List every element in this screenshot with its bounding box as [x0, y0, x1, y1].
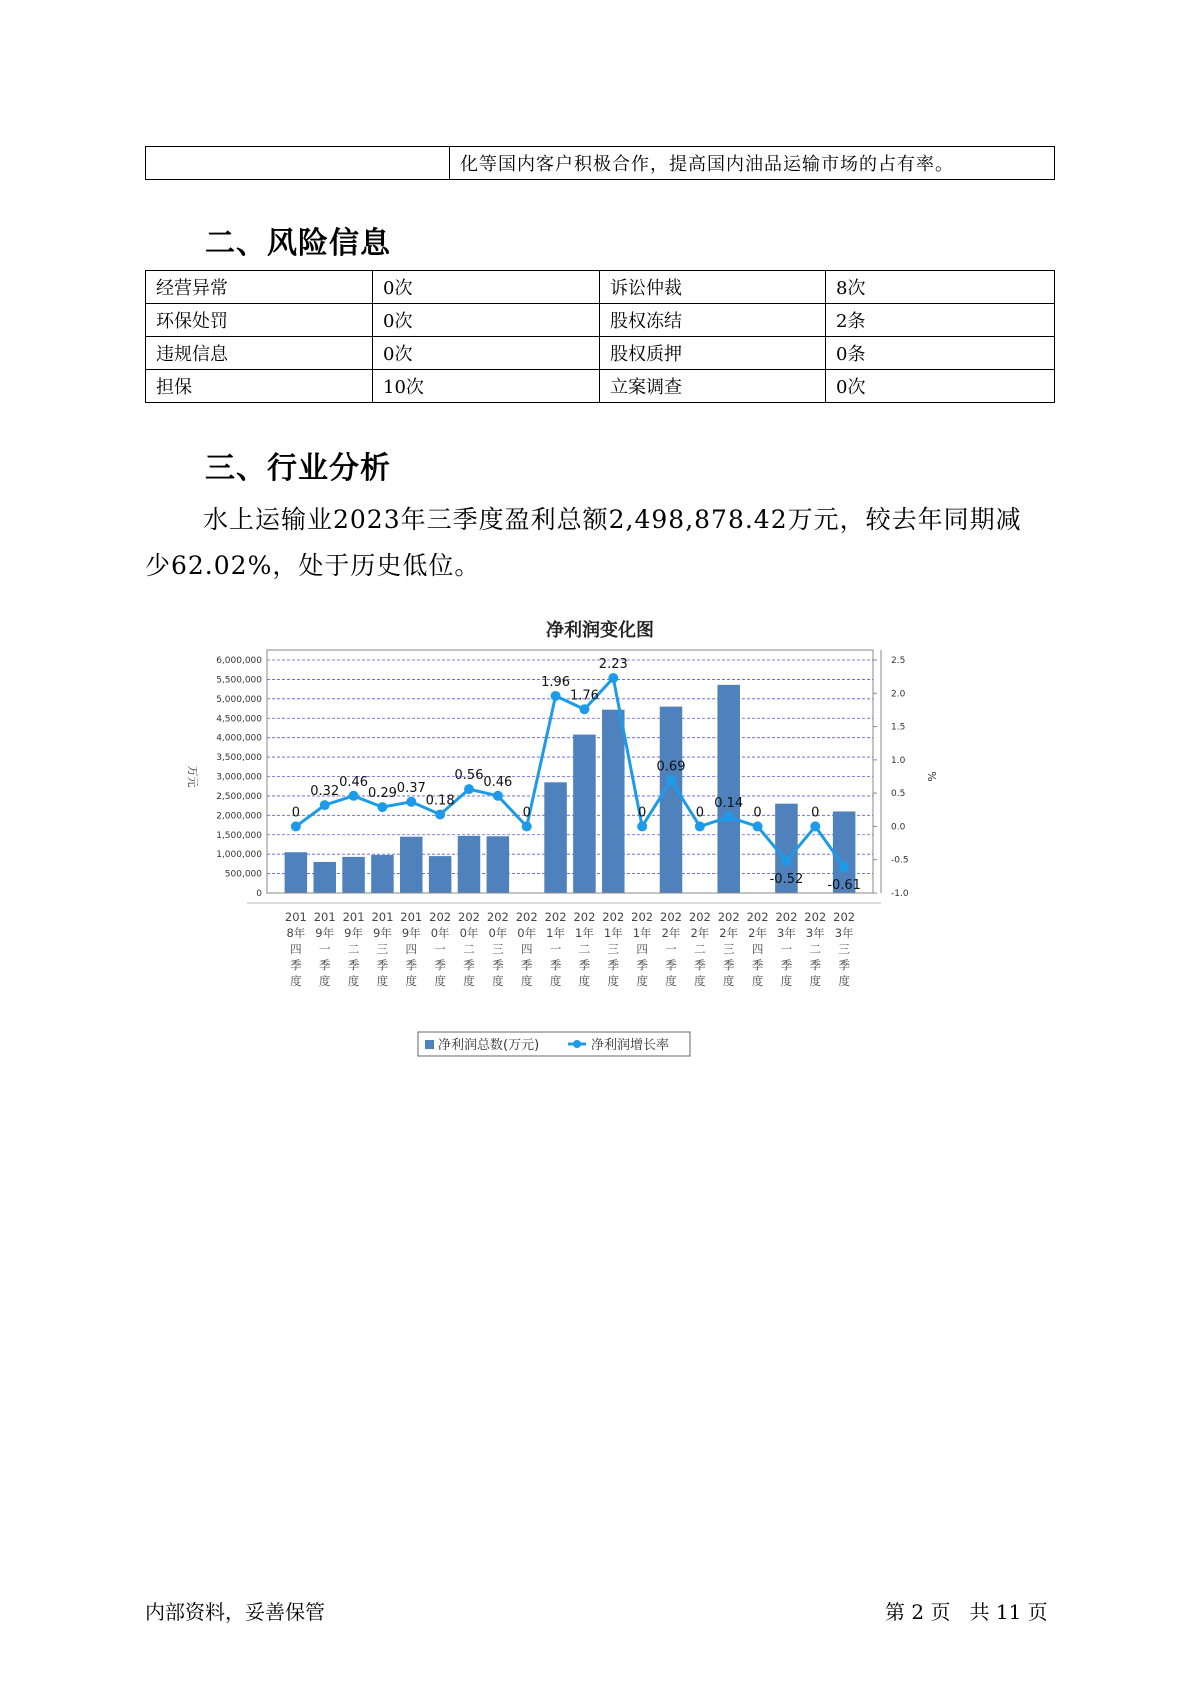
y2-tick-label: 1.5: [891, 722, 906, 733]
category-label: 季: [347, 958, 360, 972]
table-cell: 0次: [373, 304, 600, 337]
category-label: 202: [631, 910, 654, 924]
category-label: 1年: [546, 926, 565, 940]
category-label: 四: [751, 942, 764, 956]
category-label: 度: [722, 974, 735, 988]
y2-tick-label: -1.0: [891, 889, 909, 899]
category-label: 三: [722, 942, 735, 956]
category-label: 202: [544, 910, 567, 924]
category-label: 度: [318, 974, 331, 988]
growth-point: [781, 856, 791, 866]
category-label: 201: [313, 910, 336, 924]
data-label: -0.52: [769, 872, 804, 888]
growth-point: [493, 791, 503, 801]
table-cell: 8次: [826, 271, 1055, 304]
table-cell: 股权冻结: [600, 304, 826, 337]
footer-page-number: 第 2 页 共 11 页: [885, 1600, 1048, 1624]
category-label: 0年: [488, 926, 508, 940]
growth-point: [753, 821, 763, 831]
category-label: 度: [780, 974, 793, 988]
category-label: 季: [318, 958, 331, 972]
data-label: -0.61: [827, 878, 861, 894]
category-label: 二: [347, 942, 360, 956]
category-label: 季: [636, 958, 648, 972]
growth-point: [637, 821, 647, 831]
table-cell: 0条: [826, 337, 1055, 370]
category-label: 度: [751, 974, 764, 988]
category-label: 201: [400, 910, 423, 924]
growth-point: [608, 673, 618, 683]
growth-line: [296, 678, 844, 867]
table-cell: [146, 147, 450, 180]
category-label: 202: [688, 910, 711, 924]
category-label: 度: [405, 974, 418, 988]
category-label: 季: [722, 958, 735, 972]
category-label: 0年: [430, 926, 450, 940]
category-label: 202: [602, 910, 625, 924]
category-label: 四: [636, 942, 648, 956]
category-label: 度: [578, 974, 591, 988]
category-label: 3年: [777, 926, 796, 940]
category-label: 0年: [459, 926, 479, 940]
category-label: 2年: [690, 926, 710, 940]
table-row: [146, 271, 1055, 304]
category-label: 8年: [286, 926, 306, 940]
category-label: 四: [520, 942, 533, 956]
data-label: 0: [753, 805, 762, 821]
y-tick-label: 4,000,000: [216, 733, 262, 744]
chart-title: 净利润变化图: [546, 620, 654, 641]
category-label: 1年: [575, 926, 594, 940]
category-label: 度: [290, 974, 302, 988]
category-label: 一: [318, 942, 331, 956]
growth-point: [464, 784, 474, 794]
bar: [371, 855, 394, 893]
table-cell: 化等国内客户积极合作，提高国内油品运输市场的占有率。: [450, 147, 1055, 180]
category-label: 四: [290, 942, 302, 956]
y2-tick-label: 0.0: [891, 822, 906, 833]
table-row: [146, 370, 1055, 403]
category-label: 三: [492, 942, 504, 956]
category-label: 季: [578, 958, 591, 972]
table-cell: 经营异常: [146, 271, 373, 304]
category-label: 季: [694, 958, 706, 972]
data-label: 0.32: [310, 784, 340, 800]
bar: [400, 837, 423, 893]
category-label: 季: [376, 958, 389, 972]
category-label: 2年: [748, 926, 767, 940]
bar: [342, 857, 365, 893]
category-label: 2年: [719, 926, 739, 940]
y-tick-label: 3,000,000: [216, 772, 262, 783]
table-row: [146, 337, 1055, 370]
data-label: 0.46: [339, 774, 369, 790]
data-label: 0: [291, 805, 300, 821]
growth-point: [320, 800, 330, 810]
y-tick-label: 500,000: [224, 869, 262, 880]
growth-point: [349, 791, 359, 801]
bar: [429, 856, 452, 893]
category-label: 2年: [661, 926, 681, 940]
category-label: 一: [549, 942, 562, 956]
category-label: 度: [463, 974, 475, 988]
table-cell: 2条: [826, 304, 1055, 337]
y2-tick-label: 1.0: [891, 755, 906, 766]
data-label: 0.46: [483, 774, 513, 790]
table-cell: 立案调查: [600, 370, 826, 403]
bar: [313, 862, 336, 893]
category-label: 一: [434, 942, 446, 956]
y-tick-label: 4,500,000: [216, 714, 262, 725]
category-label: 一: [665, 942, 677, 956]
y2-axis-title: %: [925, 771, 938, 782]
category-label: 1年: [632, 926, 652, 940]
legend: [418, 1032, 690, 1056]
category-label: 202: [429, 910, 452, 924]
category-label: 二: [463, 942, 475, 956]
y-tick-label: 5,000,000: [216, 694, 262, 705]
table-cell: 0次: [826, 370, 1055, 403]
data-label: 0: [811, 805, 820, 821]
category-labels: [247, 903, 881, 988]
category-label: 度: [549, 974, 562, 988]
category-label: 201: [371, 910, 394, 924]
growth-point: [291, 821, 301, 831]
growth-point: [724, 812, 734, 822]
net-profit-chart: [170, 610, 1030, 1070]
bar: [717, 685, 740, 893]
table-cell: 环保处罚: [146, 304, 373, 337]
category-label: 3年: [805, 926, 825, 940]
top-table: [145, 146, 1055, 180]
growth-point: [406, 797, 416, 807]
legend-swatch-bar: [425, 1040, 434, 1049]
category-label: 度: [636, 974, 648, 988]
category-label: 9年: [344, 926, 363, 940]
category-label: 202: [486, 910, 509, 924]
table-cell: 违规信息: [146, 337, 373, 370]
category-label: 三: [838, 942, 850, 956]
category-label: 1年: [603, 926, 623, 940]
category-label: 3年: [834, 926, 854, 940]
category-label: 季: [520, 958, 533, 972]
data-label: 0.37: [396, 780, 426, 796]
y2-tick-label: -0.5: [891, 855, 909, 866]
y-tick-label: 3,500,000: [216, 753, 262, 764]
data-label: 0.69: [656, 759, 686, 775]
table-cell: 诉讼仲裁: [600, 271, 826, 304]
table-cell: 担保: [146, 370, 373, 403]
category-label: 三: [376, 942, 389, 956]
table-cell: 股权质押: [600, 337, 826, 370]
category-label: 季: [780, 958, 793, 972]
category-label: 季: [751, 958, 764, 972]
data-label: 0: [638, 805, 647, 821]
category-label: 季: [463, 958, 475, 972]
bar: [544, 782, 567, 893]
category-label: 度: [347, 974, 360, 988]
section-title-risk: 二、风险信息: [205, 226, 391, 261]
category-label: 二: [694, 942, 706, 956]
y-tick-label: 0: [256, 889, 262, 899]
bar: [458, 836, 481, 893]
y-tick-label: 6,000,000: [216, 656, 262, 666]
y-tick-label: 1,500,000: [216, 830, 262, 841]
data-label: 0.14: [714, 796, 744, 812]
bar: [602, 710, 625, 893]
y-axis-title: 万元: [186, 765, 199, 788]
category-label: 一: [780, 942, 793, 956]
growth-point: [522, 821, 532, 831]
analysis-paragraph-line2: 少62.02%，处于历史低位。: [145, 551, 481, 580]
category-label: 202: [573, 910, 596, 924]
category-label: 202: [833, 910, 856, 924]
category-label: 202: [804, 910, 827, 924]
data-label: 0.18: [425, 793, 455, 809]
category-label: 0年: [517, 926, 537, 940]
category-label: 季: [809, 958, 822, 972]
table-cell: 0次: [373, 271, 600, 304]
bar: [660, 707, 683, 893]
category-label: 季: [549, 958, 562, 972]
growth-point: [551, 691, 561, 701]
bar: [487, 836, 510, 893]
category-label: 9年: [373, 926, 392, 940]
growth-point: [579, 704, 589, 714]
section-title-industry: 三、行业分析: [205, 451, 391, 486]
category-label: 202: [717, 910, 740, 924]
data-label: 2.23: [598, 656, 628, 672]
category-label: 201: [342, 910, 365, 924]
category-label: 度: [492, 974, 504, 988]
category-label: 季: [665, 958, 677, 972]
data-label: 0: [695, 805, 704, 821]
legend-swatch-point: [573, 1040, 581, 1048]
y-tick-label: 2,500,000: [216, 791, 262, 802]
category-label: 202: [458, 910, 480, 924]
category-label: 202: [746, 910, 769, 924]
category-label: 202: [515, 910, 538, 924]
category-label: 度: [434, 974, 446, 988]
growth-point: [666, 775, 676, 785]
category-label: 度: [694, 974, 706, 988]
y2-tick-label: 2.0: [891, 689, 906, 700]
category-label: 9年: [401, 926, 421, 940]
category-label: 202: [660, 910, 682, 924]
data-label: 0: [522, 805, 531, 821]
category-label: 季: [492, 958, 504, 972]
y2-tick-label: 2.5: [891, 656, 906, 666]
category-label: 三: [607, 942, 620, 956]
y-tick-label: 5,500,000: [216, 675, 262, 686]
growth-point: [435, 809, 445, 819]
bar: [573, 735, 596, 893]
data-label: 1.76: [569, 688, 599, 704]
y-tick-label: 2,000,000: [216, 811, 262, 822]
table-cell: 10次: [373, 370, 600, 403]
analysis-paragraph-line1: 水上运输业2023年三季度盈利总额2,498,878.42万元，较去年同期减: [203, 505, 1022, 534]
category-label: 度: [665, 974, 677, 988]
category-label: 201: [284, 910, 307, 924]
table-row: [146, 147, 1055, 180]
table-row: [146, 304, 1055, 337]
footer-left: 内部资料，妥善保管: [145, 1600, 325, 1624]
category-label: 度: [809, 974, 822, 988]
category-label: 季: [607, 958, 620, 972]
y2-tick-label: 0.5: [891, 789, 906, 800]
risk-table: [145, 270, 1055, 403]
data-label: 0.56: [454, 768, 484, 784]
table-cell: 0次: [373, 337, 600, 370]
category-label: 季: [838, 958, 850, 972]
category-label: 度: [520, 974, 533, 988]
category-label: 9年: [315, 926, 335, 940]
category-label: 季: [405, 958, 418, 972]
category-label: 度: [607, 974, 620, 988]
legend-label: 净利润总数(万元): [438, 1038, 540, 1053]
category-label: 二: [809, 942, 822, 956]
category-label: 度: [376, 974, 389, 988]
growth-point: [377, 802, 387, 812]
category-label: 季: [434, 958, 446, 972]
category-label: 202: [775, 910, 798, 924]
category-label: 季: [290, 958, 302, 972]
growth-point: [695, 821, 705, 831]
bar: [285, 852, 308, 893]
legend-label: 净利润增长率: [591, 1038, 670, 1053]
data-label: 0.29: [367, 786, 397, 802]
growth-point: [810, 821, 820, 831]
category-label: 四: [405, 942, 418, 956]
category-label: 二: [578, 942, 591, 956]
category-label: 度: [838, 974, 850, 988]
y-tick-label: 1,000,000: [216, 850, 262, 861]
growth-point: [839, 862, 849, 872]
data-label: 1.96: [541, 674, 571, 690]
